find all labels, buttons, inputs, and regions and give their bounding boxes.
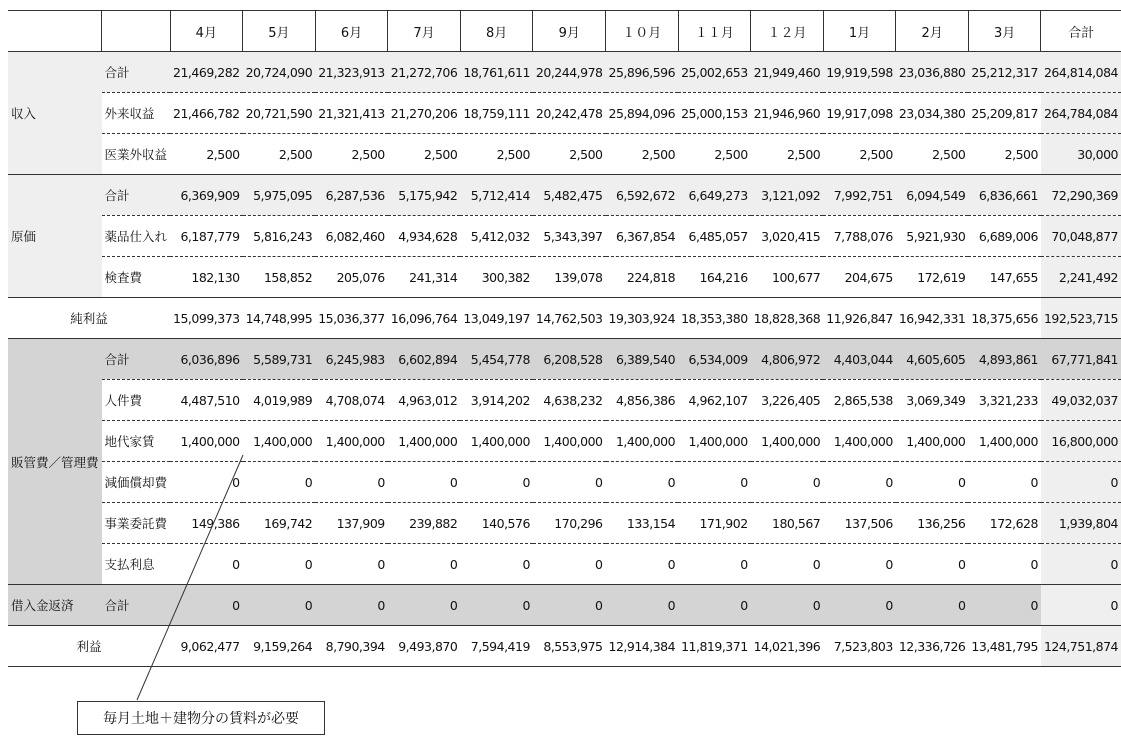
- row-label: 事業委託費: [102, 503, 171, 544]
- value-cell: 140,576: [460, 503, 533, 544]
- value-cell: 5,589,731: [243, 339, 316, 380]
- value-cell: 0: [315, 462, 388, 503]
- value-cell: 172,628: [968, 503, 1041, 544]
- total-cell: 264,784,084: [1041, 93, 1121, 134]
- value-cell: 2,500: [315, 134, 388, 175]
- value-cell: 2,500: [678, 134, 751, 175]
- section-label: 販管費／管理費: [8, 339, 102, 585]
- value-cell: 0: [315, 585, 388, 626]
- total-cell: 0: [1041, 585, 1121, 626]
- value-cell: 4,019,989: [243, 380, 316, 421]
- value-cell: 136,256: [896, 503, 969, 544]
- value-cell: 4,605,605: [896, 339, 969, 380]
- value-cell: 0: [896, 585, 969, 626]
- value-cell: 19,303,924: [606, 298, 679, 339]
- value-cell: 25,209,817: [968, 93, 1041, 134]
- value-cell: 0: [460, 585, 533, 626]
- value-cell: 18,375,656: [968, 298, 1041, 339]
- value-cell: 18,761,611: [460, 52, 533, 93]
- row-label: 合計: [102, 339, 171, 380]
- value-cell: 169,742: [243, 503, 316, 544]
- value-cell: 0: [678, 462, 751, 503]
- value-cell: 15,036,377: [315, 298, 388, 339]
- value-cell: 12,336,726: [896, 626, 969, 667]
- value-cell: 0: [823, 462, 896, 503]
- value-cell: 8,553,975: [533, 626, 606, 667]
- value-cell: 23,034,380: [896, 93, 969, 134]
- value-cell: 20,242,478: [533, 93, 606, 134]
- value-cell: 23,036,880: [896, 52, 969, 93]
- value-cell: 2,500: [170, 134, 243, 175]
- value-cell: 18,828,368: [751, 298, 824, 339]
- value-cell: 6,208,528: [533, 339, 606, 380]
- value-cell: 5,921,930: [896, 216, 969, 257]
- value-cell: 0: [460, 544, 533, 585]
- value-cell: 241,314: [388, 257, 461, 298]
- value-cell: 100,677: [751, 257, 824, 298]
- value-cell: 4,934,628: [388, 216, 461, 257]
- month-header: 4月: [170, 11, 243, 52]
- value-cell: 20,244,978: [533, 52, 606, 93]
- value-cell: 0: [968, 462, 1041, 503]
- value-cell: 1,400,000: [751, 421, 824, 462]
- month-header: １２月: [751, 11, 824, 52]
- total-cell: 264,814,084: [1041, 52, 1121, 93]
- value-cell: 0: [533, 585, 606, 626]
- value-cell: 205,076: [315, 257, 388, 298]
- section-label: 収入: [8, 52, 102, 175]
- value-cell: 6,836,661: [968, 175, 1041, 216]
- value-cell: 0: [751, 585, 824, 626]
- row-label: 医業外収益: [102, 134, 171, 175]
- value-cell: 6,082,460: [315, 216, 388, 257]
- row-label: 利益: [8, 626, 170, 667]
- value-cell: 5,343,397: [533, 216, 606, 257]
- total-cell: 124,751,874: [1041, 626, 1121, 667]
- value-cell: 4,893,861: [968, 339, 1041, 380]
- value-cell: 1,400,000: [678, 421, 751, 462]
- value-cell: 6,245,983: [315, 339, 388, 380]
- row-label: 合計: [102, 175, 171, 216]
- row-label: 減価償却費: [102, 462, 171, 503]
- value-cell: 0: [678, 544, 751, 585]
- value-cell: 25,894,096: [606, 93, 679, 134]
- total-cell: 70,048,877: [1041, 216, 1121, 257]
- value-cell: 5,482,475: [533, 175, 606, 216]
- value-cell: 5,712,414: [460, 175, 533, 216]
- value-cell: 0: [751, 544, 824, 585]
- value-cell: 204,675: [823, 257, 896, 298]
- value-cell: 4,708,074: [315, 380, 388, 421]
- value-cell: 0: [243, 585, 316, 626]
- month-header: 9月: [533, 11, 606, 52]
- total-cell: 0: [1041, 544, 1121, 585]
- value-cell: 172,619: [896, 257, 969, 298]
- value-cell: 6,485,057: [678, 216, 751, 257]
- value-cell: 19,917,098: [823, 93, 896, 134]
- value-cell: 3,121,092: [751, 175, 824, 216]
- value-cell: 6,187,779: [170, 216, 243, 257]
- section-label: 原価: [8, 175, 102, 298]
- value-cell: 0: [388, 585, 461, 626]
- value-cell: 20,724,090: [243, 52, 316, 93]
- value-cell: 2,500: [896, 134, 969, 175]
- total-cell: 72,290,369: [1041, 175, 1121, 216]
- total-cell: 16,800,000: [1041, 421, 1121, 462]
- row-label: 合計: [102, 585, 171, 626]
- value-cell: 25,002,653: [678, 52, 751, 93]
- value-cell: 6,534,009: [678, 339, 751, 380]
- value-cell: 1,400,000: [243, 421, 316, 462]
- value-cell: 18,353,380: [678, 298, 751, 339]
- value-cell: 180,567: [751, 503, 824, 544]
- value-cell: 7,992,751: [823, 175, 896, 216]
- value-cell: 16,096,764: [388, 298, 461, 339]
- value-cell: 6,389,540: [606, 339, 679, 380]
- total-cell: 1,939,804: [1041, 503, 1121, 544]
- value-cell: 0: [388, 544, 461, 585]
- value-cell: 2,500: [533, 134, 606, 175]
- row-label: 検査費: [102, 257, 171, 298]
- value-cell: 2,500: [388, 134, 461, 175]
- value-cell: 0: [823, 544, 896, 585]
- value-cell: 3,020,415: [751, 216, 824, 257]
- value-cell: 164,216: [678, 257, 751, 298]
- value-cell: 147,655: [968, 257, 1041, 298]
- value-cell: 1,400,000: [606, 421, 679, 462]
- total-cell: 192,523,715: [1041, 298, 1121, 339]
- value-cell: 8,790,394: [315, 626, 388, 667]
- value-cell: 158,852: [243, 257, 316, 298]
- total-cell: 67,771,841: [1041, 339, 1121, 380]
- row-label: 人件費: [102, 380, 171, 421]
- value-cell: 3,914,202: [460, 380, 533, 421]
- value-cell: 19,919,598: [823, 52, 896, 93]
- value-cell: 15,099,373: [170, 298, 243, 339]
- value-cell: 1,400,000: [460, 421, 533, 462]
- value-cell: 3,226,405: [751, 380, 824, 421]
- value-cell: 25,000,153: [678, 93, 751, 134]
- value-cell: 0: [533, 462, 606, 503]
- value-cell: 14,748,995: [243, 298, 316, 339]
- row-label: 合計: [102, 52, 171, 93]
- row-label: 地代家賃: [102, 421, 171, 462]
- value-cell: 12,914,384: [606, 626, 679, 667]
- value-cell: 1,400,000: [896, 421, 969, 462]
- value-cell: 11,819,371: [678, 626, 751, 667]
- month-header: 3月: [968, 11, 1041, 52]
- value-cell: 13,481,795: [968, 626, 1041, 667]
- value-cell: 182,130: [170, 257, 243, 298]
- value-cell: 3,069,349: [896, 380, 969, 421]
- month-header: １１月: [678, 11, 751, 52]
- value-cell: 4,962,107: [678, 380, 751, 421]
- value-cell: 1,400,000: [823, 421, 896, 462]
- value-cell: 0: [968, 544, 1041, 585]
- value-cell: 6,367,854: [606, 216, 679, 257]
- value-cell: 0: [170, 585, 243, 626]
- month-header: 6月: [315, 11, 388, 52]
- value-cell: 16,942,331: [896, 298, 969, 339]
- value-cell: 5,975,095: [243, 175, 316, 216]
- value-cell: 139,078: [533, 257, 606, 298]
- value-cell: 21,949,460: [751, 52, 824, 93]
- value-cell: 21,946,960: [751, 93, 824, 134]
- value-cell: 21,321,413: [315, 93, 388, 134]
- value-cell: 7,523,803: [823, 626, 896, 667]
- value-cell: 2,500: [606, 134, 679, 175]
- row-label: 薬品仕入れ: [102, 216, 171, 257]
- value-cell: 9,493,870: [388, 626, 461, 667]
- value-cell: 6,602,894: [388, 339, 461, 380]
- row-label: 支払利息: [102, 544, 171, 585]
- value-cell: 4,963,012: [388, 380, 461, 421]
- value-cell: 21,469,282: [170, 52, 243, 93]
- value-cell: 0: [968, 585, 1041, 626]
- value-cell: 0: [606, 585, 679, 626]
- value-cell: 6,036,896: [170, 339, 243, 380]
- value-cell: 300,382: [460, 257, 533, 298]
- total-cell: 30,000: [1041, 134, 1121, 175]
- value-cell: 18,759,111: [460, 93, 533, 134]
- value-cell: 0: [388, 462, 461, 503]
- value-cell: 2,865,538: [823, 380, 896, 421]
- value-cell: 133,154: [606, 503, 679, 544]
- value-cell: 0: [896, 462, 969, 503]
- value-cell: 0: [243, 544, 316, 585]
- month-header: 7月: [388, 11, 461, 52]
- value-cell: 0: [606, 544, 679, 585]
- value-cell: 6,649,273: [678, 175, 751, 216]
- value-cell: 21,272,706: [388, 52, 461, 93]
- rent-callout: 毎月土地＋建物分の賃料が必要: [77, 701, 325, 735]
- value-cell: 11,926,847: [823, 298, 896, 339]
- value-cell: 239,882: [388, 503, 461, 544]
- value-cell: 2,500: [968, 134, 1041, 175]
- value-cell: 0: [460, 462, 533, 503]
- value-cell: 1,400,000: [968, 421, 1041, 462]
- total-cell: 0: [1041, 462, 1121, 503]
- value-cell: 1,400,000: [170, 421, 243, 462]
- value-cell: 2,500: [823, 134, 896, 175]
- value-cell: 2,500: [751, 134, 824, 175]
- value-cell: 14,021,396: [751, 626, 824, 667]
- value-cell: 0: [896, 544, 969, 585]
- total-cell: 2,241,492: [1041, 257, 1121, 298]
- value-cell: 25,212,317: [968, 52, 1041, 93]
- value-cell: 4,403,044: [823, 339, 896, 380]
- value-cell: 137,909: [315, 503, 388, 544]
- value-cell: 5,454,778: [460, 339, 533, 380]
- value-cell: 5,816,243: [243, 216, 316, 257]
- value-cell: 21,270,206: [388, 93, 461, 134]
- value-cell: 224,818: [606, 257, 679, 298]
- value-cell: 5,175,942: [388, 175, 461, 216]
- value-cell: 1,400,000: [315, 421, 388, 462]
- row-label: 外来収益: [102, 93, 171, 134]
- value-cell: 0: [823, 585, 896, 626]
- value-cell: 7,788,076: [823, 216, 896, 257]
- value-cell: 2,500: [243, 134, 316, 175]
- value-cell: 20,721,590: [243, 93, 316, 134]
- value-cell: 171,902: [678, 503, 751, 544]
- value-cell: 4,806,972: [751, 339, 824, 380]
- value-cell: 149,386: [170, 503, 243, 544]
- month-header: 1月: [823, 11, 896, 52]
- month-header: 5月: [243, 11, 316, 52]
- value-cell: 6,369,909: [170, 175, 243, 216]
- value-cell: 4,856,386: [606, 380, 679, 421]
- value-cell: 13,049,197: [460, 298, 533, 339]
- value-cell: 7,594,419: [460, 626, 533, 667]
- total-header: 合計: [1041, 11, 1121, 52]
- value-cell: 5,412,032: [460, 216, 533, 257]
- month-header: 8月: [460, 11, 533, 52]
- value-cell: 0: [170, 544, 243, 585]
- value-cell: 0: [751, 462, 824, 503]
- value-cell: 25,896,596: [606, 52, 679, 93]
- row-label: 純利益: [8, 298, 170, 339]
- value-cell: 1,400,000: [533, 421, 606, 462]
- value-cell: 0: [678, 585, 751, 626]
- value-cell: 4,638,232: [533, 380, 606, 421]
- value-cell: 137,506: [823, 503, 896, 544]
- total-cell: 49,032,037: [1041, 380, 1121, 421]
- value-cell: 0: [170, 462, 243, 503]
- value-cell: 6,094,549: [896, 175, 969, 216]
- value-cell: 6,689,006: [968, 216, 1041, 257]
- value-cell: 9,062,477: [170, 626, 243, 667]
- value-cell: 6,592,672: [606, 175, 679, 216]
- value-cell: 1,400,000: [388, 421, 461, 462]
- value-cell: 0: [243, 462, 316, 503]
- value-cell: 21,466,782: [170, 93, 243, 134]
- value-cell: 4,487,510: [170, 380, 243, 421]
- value-cell: 3,321,233: [968, 380, 1041, 421]
- value-cell: 21,323,913: [315, 52, 388, 93]
- value-cell: 9,159,264: [243, 626, 316, 667]
- value-cell: 14,762,503: [533, 298, 606, 339]
- value-cell: 2,500: [460, 134, 533, 175]
- value-cell: 0: [533, 544, 606, 585]
- value-cell: 0: [315, 544, 388, 585]
- value-cell: 0: [606, 462, 679, 503]
- section-label: 借入金返済: [8, 585, 102, 626]
- month-header: １０月: [606, 11, 679, 52]
- value-cell: 6,287,536: [315, 175, 388, 216]
- value-cell: 170,296: [533, 503, 606, 544]
- month-header: 2月: [896, 11, 969, 52]
